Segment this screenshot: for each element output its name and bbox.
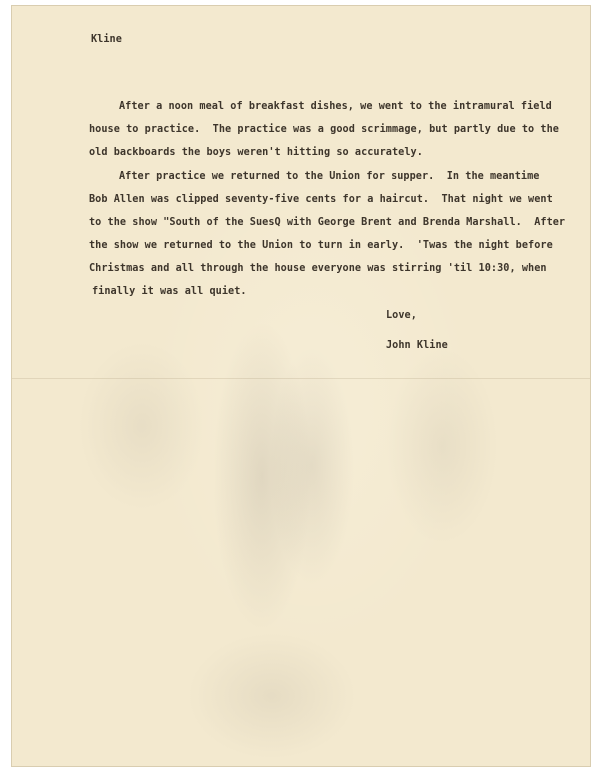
page-fold-line xyxy=(12,378,590,379)
body-line-6: to the show "South of the SuesQ with George Brent and Brenda Marshall. After xyxy=(89,217,566,228)
body-line-2: house to practice. The practice was a good scrimmage, but partly due to the xyxy=(89,124,559,135)
body-line-9: finally it was all quiet. xyxy=(92,286,247,297)
body-line-1: After a noon meal of breakfast dishes, we went to the intramural field xyxy=(119,101,552,112)
body-line-4: After practice we returned to the Union for supper. In the meantime xyxy=(119,171,540,182)
closing-salutation: Love, xyxy=(386,310,417,321)
signature-name: John Kline xyxy=(386,340,448,351)
body-line-3: old backboards the boys weren't hitting so accurately. xyxy=(89,147,423,158)
letter-page xyxy=(12,6,590,766)
body-line-5: Bob Allen was clipped seventy-five cents for a haircut. That night we went xyxy=(89,194,553,205)
page-header-name: Kline xyxy=(91,34,122,45)
body-line-7: the show we returned to the Union to turn in early. 'Twas the night before xyxy=(89,240,553,251)
body-line-8: Christmas and all through the house everyone was stirring 'til 10:30, when xyxy=(89,263,547,274)
